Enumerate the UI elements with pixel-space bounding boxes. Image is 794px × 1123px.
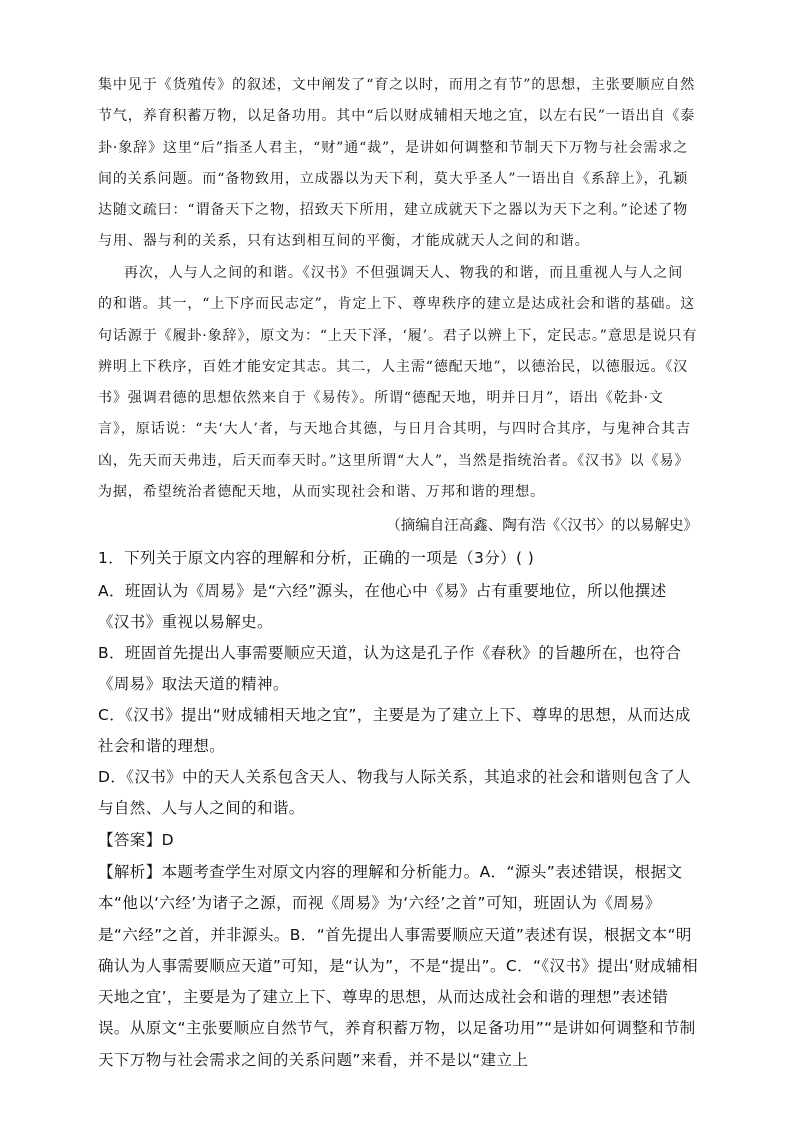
analysis-text: 【解析】本题考查学生对原文内容的理解和分析能力。A．“源头”表述错误，根据文本“他以‘六经’为诸子之源，而视《周易》为‘六经’之首”可知，班固认为《周易》是“六经”之首，并非源头。B．“首先提出人事需要顺应天道”表述有误，根据文本“明确认为人事需要顺应天道”可知，是“认为”，不是“提出”。C．“《汉书》提出‘财成辅相天地之宜’，主要是为了建立上下、尊卑的思想，从而达成社会和谐的理想”表述错误。从原文“主张要顺应自然节气，养育积蓄万物，以足备功用”“是讲如何调整和节制天下万物与社会需求之间的关系问题”来看，并不是以“建立上 — [98, 863, 698, 1069]
passage-paragraph-2: 再次，人与人之间的和谐。《汉书》不但强调天人、物我的和谐，而且重视人与人之间的和谐。其一，“上下序而民志定”，肯定上下、尊卑秩序的建立是达成社会和谐的基础。这句话源于《履卦·象辞》，原文为：“上天下泽，‘履’。君子以辨上下，定民志。”意思是说只有辨明上下秩序，百姓才能安定其志。其二，人主需“德配天地”，以德治民，以德服远。《汉书》强调君德的思想依然来自于《易传》。所谓“德配天地，明并日月”，语出《乾卦·文言》，原话说：“夫‘大人’者，与天地合其德，与日月合其明，与四时合其序，与鬼神合其吉凶，先天而天弗违，后天而奉天时。”这里所谓“大人”，当然是指统治者。《汉书》以《易》为据，希望统治者德配天地，从而实现社会和谐、万邦和谐的理想。 — [98, 265, 698, 501]
option-d: D．《汉书》中的天人关系包含天人、物我与人际关系，其追求的社会和谐则包含了人与自然、人与人之间的和谐。 — [98, 768, 691, 818]
answer-label: 【答案】D — [98, 831, 174, 849]
source-citation: （摘编自汪高鑫、陶有浩《〈汉书〉的以易解史》 — [386, 518, 698, 534]
question-stem: 1．下列关于原文内容的理解和分析，正确的一项是（3分）( ) — [98, 549, 535, 567]
option-b: B．班固首先提出人事需要顺应天道，认为这是孔子作《春秋》的旨趣所在，也符合《周易》取法天道的精神。 — [98, 644, 682, 694]
option-c: C．《汉书》提出“财成辅相天地之宜”，主要是为了建立上下、尊卑的思想，从而达成社会和谐的理想。 — [98, 706, 691, 756]
option-a: A．班固认为《周易》是“六经”源头，在他心中《易》占有重要地位，所以他撰述《汉书》重视以易解史。 — [98, 582, 667, 632]
passage-paragraph-1: 集中见于《货殖传》的叙述，文中阐发了“育之以时，而用之有节”的思想，主张要顺应自然节气，养育积蓄万物，以足备功用。其中“后以财成辅相天地之宜，以左右民”一语出自《泰卦·象辞》这里“后”指圣人君主，“财”通“裁”，是讲如何调整和节制天下万物与社会需求之间的关系问题。而“备物致用，立成器以为天下利，莫大乎圣人”一语出自《系辞上》，孔颖达随文疏曰：“谓备天下之物，招致天下所用，建立成就天下之器以为天下之利。”论述了物与用、器与利的关系，只有达到相互间的平衡，才能成就天人之间的和谐。 — [98, 77, 696, 250]
